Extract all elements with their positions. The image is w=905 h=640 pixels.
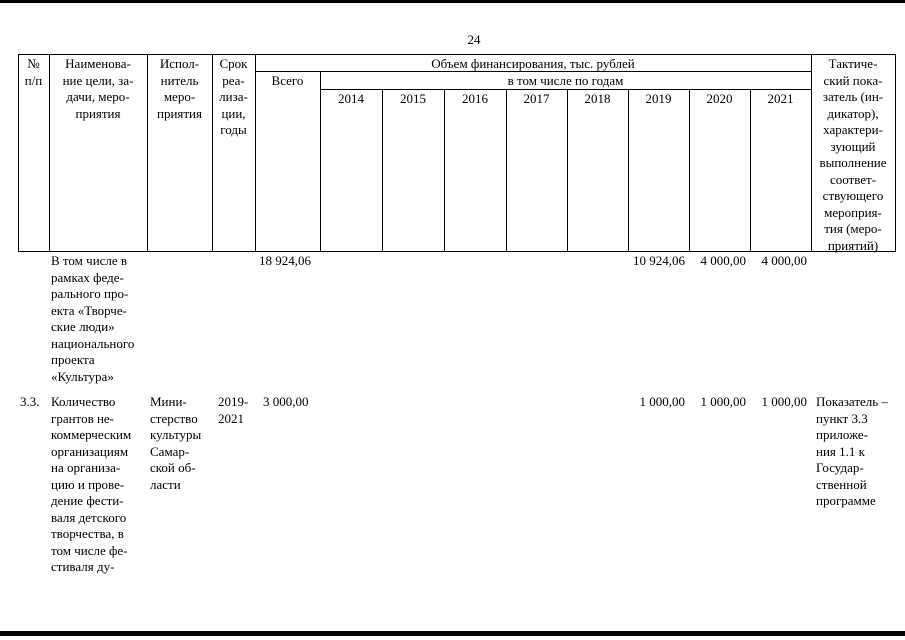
header-year: 2017: [523, 91, 550, 106]
header-year: 2021: [767, 91, 794, 106]
header-executor: Испол- нитель меро- приятия: [156, 56, 202, 121]
top-border: [0, 0, 905, 3]
row-2019: 10 924,06: [633, 253, 685, 268]
bottom-border: [0, 631, 905, 636]
header-year: 2018: [584, 91, 611, 106]
row-2021: 4 000,00: [761, 253, 807, 268]
header-name: Наименова- ние цели, за- дачи, меро- приятия: [62, 56, 134, 121]
header-year: 2019: [645, 91, 672, 106]
header-indicator: Тактиче- ский пока- затель (ин- дикатор), характери- зующий выполнение соответ- ствующего мероприя- тия (меро- приятий): [819, 56, 887, 253]
row-executor: Мини- стерство культуры Самар- ской об- ласти: [150, 394, 202, 492]
page-number: 24: [467, 32, 481, 47]
header-number: № п/п: [24, 56, 43, 88]
header-total: Всего: [271, 73, 304, 88]
header-year: 2015: [400, 91, 426, 106]
row-term: 2019- 2021: [218, 394, 249, 426]
header-by-years: в том числе по годам: [507, 73, 624, 88]
row-total: 3 000,00: [263, 394, 309, 409]
row-number: 3.3.: [20, 394, 40, 409]
row-name: В том числе в рамках феде- рального про- екта «Творче- ские люди» национального проекта «Культура»: [51, 253, 135, 384]
row-name: Количество грантов не- коммерческим организациям на организа- цию и прове- дение фести- валя детского творчества, в том числе фе- стиваля ду-: [51, 394, 132, 574]
row-2020: 4 000,00: [700, 253, 746, 268]
header-year: 2020: [706, 91, 733, 106]
row-2021: 1 000,00: [761, 394, 807, 409]
row-2019: 1 000,00: [639, 394, 685, 409]
row-2020: 1 000,00: [700, 394, 746, 409]
row-total: 18 924,06: [259, 253, 311, 268]
header-year: 2016: [462, 91, 488, 106]
header-term: Срок реа- лиза- ции, годы: [219, 56, 248, 137]
header-funding: Объем финансирования, тыс. рублей: [431, 56, 635, 71]
row-indicator: Показатель – пункт 3.3 приложе- ния 1.1 к Государ- ственной программе: [816, 394, 888, 508]
header-year: 2014: [338, 91, 364, 106]
